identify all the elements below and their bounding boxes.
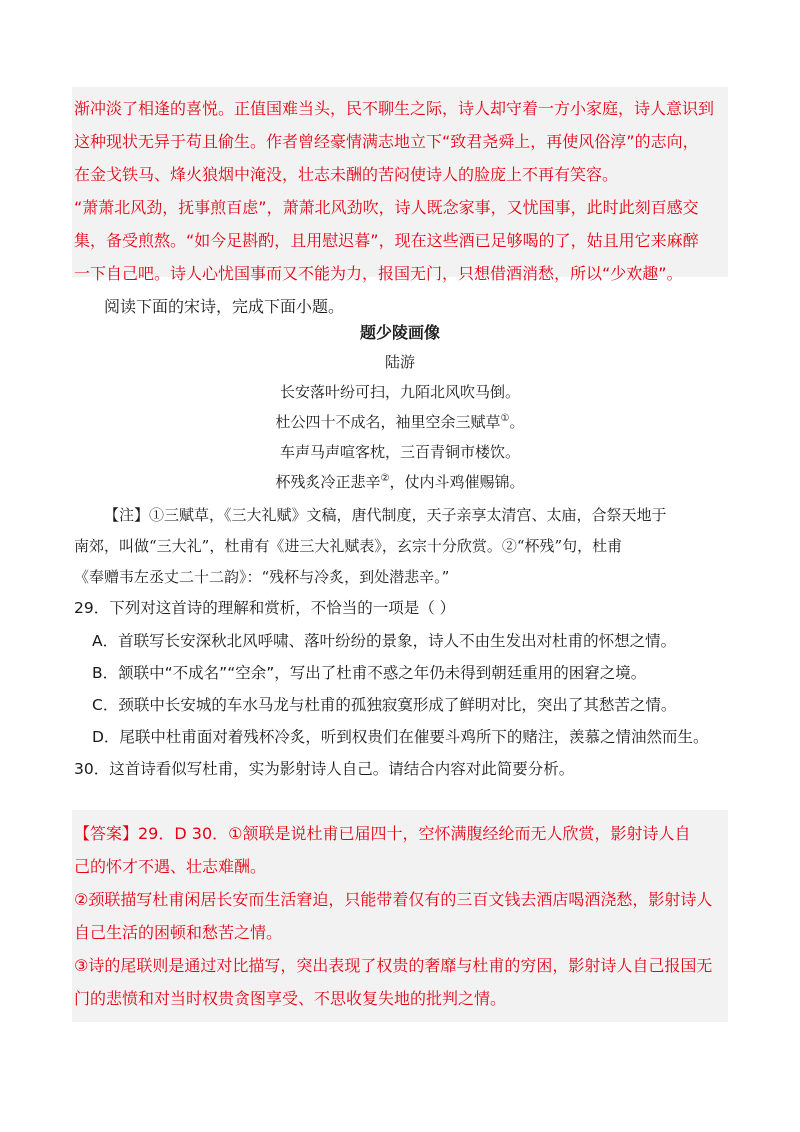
footnote-marker: ① xyxy=(500,413,510,424)
answer-top-line: 这种现状无异于苟且偷生。作者曾经豪情满志地立下“致君尧舜上，再使风俗淳”的志向， xyxy=(74,132,699,151)
question-30-stem: 30．这首诗看似写杜甫，实为影射诗人自己。请结合内容对此简要分析。 xyxy=(74,760,575,778)
answer-bottom-line: 【答案】29．D 30．①颔联是说杜甫已届四十，空怀满腹经纶而无人欣赏，影射诗人自 xyxy=(74,824,691,843)
answer-top-line: 渐冲淡了相逢的喜悦。正值国难当头，民不聊生之际，诗人却守着一方小家庭，诗人意识到 xyxy=(74,99,715,118)
poem-line-text: 杜公四十不成名，袖里空余三赋草 xyxy=(275,413,501,431)
poem-title: 题少陵画像 xyxy=(359,323,440,342)
answer-top-line: 在金戈铁马、烽火狼烟中淹没，壮志未酬的苦闷使诗人的脸庞上不再有笑容。 xyxy=(74,165,619,184)
answer-top-line: 一下自己吧。诗人心忧国事而又不能为力，报国无门，只想借酒消愁，所以“少欢趣”。 xyxy=(74,264,683,283)
reading-instruction: 阅读下面的宋诗，完成下面小题。 xyxy=(104,297,345,316)
note-line: 南郊，叫做“三大礼”，杜甫有《进三大礼赋表》，玄宗十分欣赏。②“杯残”句，杜甫 xyxy=(74,537,623,555)
question-29-option-b: B．颔联中“不成名”“空余”，写出了杜甫不惑之年仍未得到朝廷重用的困窘之境。 xyxy=(92,664,647,682)
poem-line: 长安落叶纷可扫，九陌北风吹马倒。 xyxy=(279,383,520,401)
footnote-marker: ② xyxy=(380,473,390,484)
poem-author: 陆游 xyxy=(384,353,415,371)
answer-bottom-line: 门的悲愤和对当时权贵贪图享受、不思收复失地的批判之情。 xyxy=(74,989,507,1008)
question-29-option-a: A．首联写长安深秋北风呼啸、落叶纷纷的景象，诗人不由生发出对杜甫的怀想之情。 xyxy=(92,632,677,650)
poem-line: 车声马声喧客枕，三百青铜市楼饮。 xyxy=(279,443,520,461)
answer-bottom-line: ③诗的尾联则是通过对比描写，突出表现了权贵的奢靡与杜甫的穷困，影射诗人自己报国无 xyxy=(74,956,713,975)
poem-line-punct: ，仗内斗鸡催赐锦。 xyxy=(389,473,525,491)
note-line: 【注】①三赋草，《三大礼赋》文稿，唐代制度，天子亲享太清宫、太庙，合祭天地于 xyxy=(104,506,667,524)
question-29-option-c: C．颈联中长安城的车水马龙与杜甫的孤独寂寞形成了鲜明对比，突出了其愁苦之情。 xyxy=(92,696,677,714)
poem-line xyxy=(0,471,800,492)
note-line: 《奉赠韦左丞丈二十二韵》：“残杯与冷炙，到处潜悲辛。” xyxy=(74,568,450,586)
answer-bottom-line: 己的怀才不遇、壮志难酬。 xyxy=(74,857,267,876)
answer-bottom-line: 自己生活的困顿和愁苦之情。 xyxy=(74,923,283,942)
poem-line-punct: 。 xyxy=(509,413,525,431)
answer-top-line: 集，备受煎熬。“如今足斟酌，且用慰迟暮”，现在这些酒已足够喝的了，姑且用它来麻醉 xyxy=(74,231,699,250)
question-29-stem: 29．下列对这首诗的理解和赏析，不恰当的一项是（ ） xyxy=(74,599,456,617)
answer-top-line: “萧萧北风劲，抚事煎百虑”，萧萧北风劲吹，诗人既念家事，又忧国事，此时此刻百感交 xyxy=(74,198,699,217)
answer-bottom-line: ②颈联描写杜甫闲居长安而生活窘迫，只能带着仅有的三百文钱去酒店喝酒浇愁，影射诗人 xyxy=(74,890,713,909)
poem-line-text: 杯残炙冷正悲辛 xyxy=(275,473,381,491)
poem-line xyxy=(0,411,800,432)
question-29-option-d: D．尾联中杜甫面对着残杯冷炙，听到权贵们在催要斗鸡所下的赌注，羡慕之情油然而生。 xyxy=(92,728,709,746)
